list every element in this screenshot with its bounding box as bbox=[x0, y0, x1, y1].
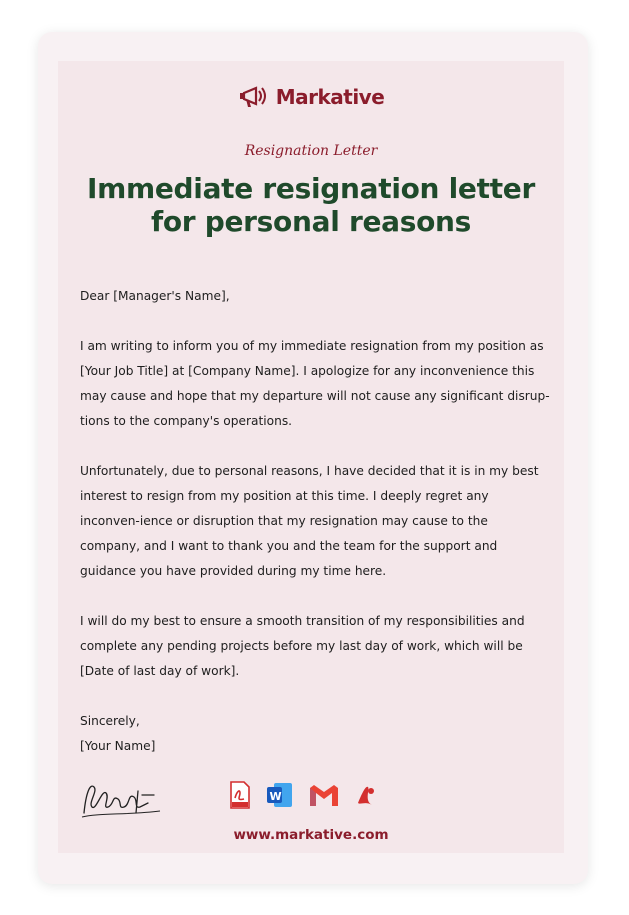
letter-greeting: Dear [Manager's Name], bbox=[80, 289, 230, 303]
letter-card bbox=[38, 32, 588, 884]
page-title bbox=[58, 172, 564, 238]
download-icons bbox=[228, 781, 378, 809]
letter-body bbox=[80, 284, 550, 759]
document-kicker: Resignation Letter bbox=[244, 143, 378, 159]
letter-paragraph: I am writing to inform you of my immediate resignation from my position as [Your Job Title] at [Company Name]. I apologize for any inconvenience this may cause and hope that my departure will not cause any significant disrup-tions to the company's operations. bbox=[80, 339, 550, 428]
signature-image bbox=[78, 773, 164, 825]
svg-text:W: W bbox=[269, 790, 282, 803]
gmail-icon[interactable] bbox=[308, 782, 340, 808]
letter-paragraph: I will do my best to ensure a smooth transition of my responsibilities and complete any pending projects before my last day of work, which will be [Date of last day of work]. bbox=[80, 614, 525, 678]
footer-url[interactable]: www.markative.com bbox=[233, 827, 389, 843]
word-icon[interactable] bbox=[266, 781, 294, 809]
letter-sheet bbox=[58, 61, 564, 853]
letter-signoff-name: [Your Name] bbox=[80, 739, 156, 753]
letter-closing: Sincerely, bbox=[80, 714, 140, 728]
megaphone-icon bbox=[238, 82, 272, 112]
title-line-2: for personal reasons bbox=[150, 205, 472, 238]
letter-paragraph: Unfortunately, due to personal reasons, I have decided that it is in my best interest to resign from my position at this time. I deeply regret any inconven-ience or disruption that my resignation may cause to the company, and I want to thank you and the team for the support and guidance you have provided during my time here. bbox=[80, 464, 539, 578]
title-line-1: Immediate resignation letter bbox=[86, 172, 535, 205]
adobe-icon[interactable] bbox=[354, 781, 378, 809]
pdf-icon[interactable] bbox=[228, 781, 252, 809]
logo-text: Markative bbox=[275, 85, 385, 109]
brand-logo[interactable] bbox=[58, 82, 564, 112]
